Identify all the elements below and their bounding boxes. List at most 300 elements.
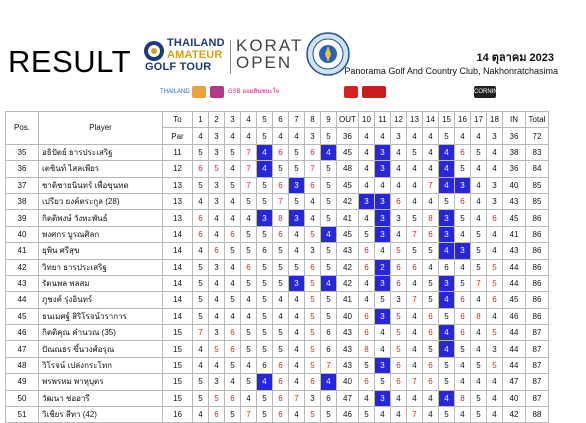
hole-score-cell: 4 bbox=[305, 210, 321, 226]
hole-score-cell: 6 bbox=[359, 243, 375, 259]
position-cell: 38 bbox=[6, 193, 39, 209]
hole-score-cell: 5 bbox=[423, 243, 439, 259]
hole-score-cell: 5 bbox=[359, 407, 375, 423]
hole-score-cell: 6 bbox=[273, 177, 289, 193]
to-par-cell: 13 bbox=[163, 210, 193, 226]
hole-score-cell: 4 bbox=[455, 407, 471, 423]
to-par-cell: 14 bbox=[163, 308, 193, 324]
column-header: 4 bbox=[241, 112, 257, 128]
hole-score-cell: 4 bbox=[391, 390, 407, 406]
table-row bbox=[6, 407, 549, 423]
hole-score-cell: 7 bbox=[407, 407, 423, 423]
player-name-cell: วัฒนา ช่ออารี bbox=[39, 390, 163, 406]
hole-score-cell: 5 bbox=[407, 210, 423, 226]
hole-score-cell: 5 bbox=[455, 161, 471, 177]
out-total-cell: 43 bbox=[337, 243, 359, 259]
grand-total-cell: 87 bbox=[526, 325, 549, 341]
player-name-cell: ธนเมศฐ์ สิริโรจน์วราการ bbox=[39, 308, 163, 324]
hole-score-cell: 5 bbox=[359, 357, 375, 373]
hole-score-cell: 3 bbox=[209, 325, 225, 341]
sponsor-logo bbox=[344, 86, 358, 98]
hole-score-cell: 6 bbox=[209, 243, 225, 259]
hole-score-cell: 4 bbox=[209, 275, 225, 291]
column-header: 17 bbox=[471, 112, 487, 128]
out-total-cell: 41 bbox=[337, 210, 359, 226]
hole-score-cell: 5 bbox=[305, 226, 321, 242]
position-cell: 40 bbox=[6, 226, 39, 242]
hole-score-cell: 6 bbox=[321, 390, 337, 406]
hole-score-cell: 6 bbox=[391, 374, 407, 390]
table-row bbox=[6, 357, 549, 373]
table-row bbox=[6, 226, 549, 242]
hole-score-cell: 6 bbox=[359, 325, 375, 341]
hole-score-cell: 5 bbox=[257, 292, 273, 308]
hole-score-cell: 4 bbox=[439, 292, 455, 308]
hole-score-cell: 4 bbox=[439, 144, 455, 160]
hole-score-cell: 4 bbox=[321, 374, 337, 390]
par-cell: 4 bbox=[423, 128, 439, 144]
hole-score-cell: 4 bbox=[289, 357, 305, 373]
hole-score-cell: 5 bbox=[209, 341, 225, 357]
position-cell: 45 bbox=[6, 308, 39, 324]
hole-score-cell: 5 bbox=[391, 325, 407, 341]
hole-score-cell: 3 bbox=[375, 193, 391, 209]
position-cell: 35 bbox=[6, 144, 39, 160]
event-line-2: OPEN bbox=[236, 53, 293, 72]
par-cell: 5 bbox=[321, 128, 337, 144]
hole-score-cell: 3 bbox=[487, 193, 503, 209]
hole-score-cell: 4 bbox=[359, 161, 375, 177]
table-row bbox=[6, 144, 549, 160]
par-cell: 5 bbox=[439, 128, 455, 144]
position-cell: 46 bbox=[6, 325, 39, 341]
hole-score-cell: 6 bbox=[423, 226, 439, 242]
hole-score-cell: 6 bbox=[257, 357, 273, 373]
hole-score-cell: 5 bbox=[257, 226, 273, 242]
hole-score-cell: 6 bbox=[273, 357, 289, 373]
grand-total-cell: 85 bbox=[526, 193, 549, 209]
hole-score-cell: 4 bbox=[455, 357, 471, 373]
column-header: To bbox=[163, 112, 193, 128]
hole-score-cell: 4 bbox=[487, 144, 503, 160]
par-cell: 4 bbox=[289, 128, 305, 144]
hole-score-cell: 5 bbox=[305, 292, 321, 308]
sponsor-logo bbox=[308, 86, 322, 98]
hole-score-cell: 4 bbox=[423, 161, 439, 177]
par-cell: 36 bbox=[503, 128, 526, 144]
in-total-cell: 43 bbox=[503, 193, 526, 209]
hole-score-cell: 4 bbox=[193, 407, 209, 423]
par-cell: 4 bbox=[273, 128, 289, 144]
player-name-cell: วิทยา ธารประเสริฐ bbox=[39, 259, 163, 275]
player-name-cell: พงศกร บูรณศิลก bbox=[39, 226, 163, 242]
hole-score-cell: 4 bbox=[241, 308, 257, 324]
in-total-cell: 43 bbox=[503, 243, 526, 259]
hole-score-cell: 7 bbox=[321, 357, 337, 373]
par-cell: 4 bbox=[241, 128, 257, 144]
position-cell: 36 bbox=[6, 161, 39, 177]
hole-score-cell: 5 bbox=[257, 325, 273, 341]
hole-score-cell: 5 bbox=[305, 407, 321, 423]
hole-score-cell: 4 bbox=[407, 390, 423, 406]
grand-total-cell: 88 bbox=[526, 407, 549, 423]
grand-total-cell: 87 bbox=[526, 341, 549, 357]
hole-score-cell: 6 bbox=[305, 374, 321, 390]
hole-score-cell: 5 bbox=[241, 193, 257, 209]
hole-score-cell: 7 bbox=[471, 275, 487, 291]
hole-score-cell: 4 bbox=[193, 341, 209, 357]
hole-score-cell: 7 bbox=[407, 226, 423, 242]
hole-score-cell: 6 bbox=[359, 308, 375, 324]
hole-score-cell: 5 bbox=[193, 292, 209, 308]
hole-score-cell: 6 bbox=[391, 275, 407, 291]
hole-score-cell: 5 bbox=[359, 226, 375, 242]
hole-score-cell: 7 bbox=[241, 161, 257, 177]
hole-score-cell: 4 bbox=[193, 357, 209, 373]
hole-score-cell: 3 bbox=[209, 144, 225, 160]
column-header: OUT bbox=[337, 112, 359, 128]
hole-score-cell: 5 bbox=[321, 210, 337, 226]
hole-score-cell: 5 bbox=[455, 341, 471, 357]
column-header: 6 bbox=[273, 112, 289, 128]
hole-score-cell: 4 bbox=[407, 193, 423, 209]
hole-score-cell: 4 bbox=[439, 325, 455, 341]
out-total-cell: 42 bbox=[337, 259, 359, 275]
hole-score-cell: 8 bbox=[471, 308, 487, 324]
sponsor-logo bbox=[286, 86, 304, 98]
column-header: 9 bbox=[321, 112, 337, 128]
sponsor-logo bbox=[390, 86, 406, 98]
grand-total-cell: 86 bbox=[526, 275, 549, 291]
table-row bbox=[6, 193, 549, 209]
hole-score-cell: 4 bbox=[359, 390, 375, 406]
hole-score-cell: 5 bbox=[487, 275, 503, 291]
hole-score-cell: 5 bbox=[273, 161, 289, 177]
hole-score-cell: 4 bbox=[423, 390, 439, 406]
hole-score-cell: 6 bbox=[225, 390, 241, 406]
hole-score-cell: 4 bbox=[359, 292, 375, 308]
hole-score-cell: 6 bbox=[241, 259, 257, 275]
hole-score-cell: 4 bbox=[391, 161, 407, 177]
hole-score-cell: 4 bbox=[423, 259, 439, 275]
hole-score-cell: 4 bbox=[225, 193, 241, 209]
hole-score-cell: 5 bbox=[273, 325, 289, 341]
position-cell: 47 bbox=[6, 341, 39, 357]
hole-score-cell: 3 bbox=[391, 292, 407, 308]
hole-score-cell: 3 bbox=[375, 308, 391, 324]
to-par-cell: 11 bbox=[163, 144, 193, 160]
hole-score-cell: 5 bbox=[487, 325, 503, 341]
column-header: 13 bbox=[407, 112, 423, 128]
hole-score-cell: 4 bbox=[241, 210, 257, 226]
hole-score-cell: 5 bbox=[423, 292, 439, 308]
par-cell: 3 bbox=[305, 128, 321, 144]
hole-score-cell: 3 bbox=[455, 243, 471, 259]
hole-score-cell: 4 bbox=[289, 292, 305, 308]
hole-score-cell: 4 bbox=[391, 144, 407, 160]
hole-score-cell: 4 bbox=[487, 407, 503, 423]
hole-score-cell: 5 bbox=[471, 407, 487, 423]
hole-score-cell: 4 bbox=[359, 210, 375, 226]
hole-score-cell: 6 bbox=[273, 144, 289, 160]
to-par-cell: 15 bbox=[163, 357, 193, 373]
hole-score-cell: 6 bbox=[321, 341, 337, 357]
hole-score-cell: 3 bbox=[487, 177, 503, 193]
hole-score-cell: 4 bbox=[487, 226, 503, 242]
player-name-cell: รัตนพล พลสม bbox=[39, 275, 163, 291]
position-cell: 37 bbox=[6, 177, 39, 193]
sponsor-logo: GSB ออมสินชนะใจ bbox=[228, 89, 280, 95]
in-total-cell: 44 bbox=[503, 259, 526, 275]
to-par-cell: 12 bbox=[163, 161, 193, 177]
hole-score-cell: 5 bbox=[225, 292, 241, 308]
hole-score-cell: 5 bbox=[209, 161, 225, 177]
hole-score-cell: 4 bbox=[471, 210, 487, 226]
hole-score-cell: 5 bbox=[257, 275, 273, 291]
page-title: RESULT bbox=[8, 44, 132, 79]
player-name-cell: วิโรจน์ เปล่งกระโทก bbox=[39, 357, 163, 373]
player-name-cell: กิตติคุณ คำนวณ (35) bbox=[39, 325, 163, 341]
table-row bbox=[6, 341, 549, 357]
hole-score-cell: 5 bbox=[423, 341, 439, 357]
hole-score-cell: 5 bbox=[289, 161, 305, 177]
player-name-cell: เปรียว ยงค์ตระกูล (28) bbox=[39, 193, 163, 209]
to-par-cell: 14 bbox=[163, 243, 193, 259]
golf-ball-icon bbox=[143, 40, 165, 62]
hole-score-cell: 4 bbox=[487, 374, 503, 390]
out-total-cell: 43 bbox=[337, 341, 359, 357]
table-row bbox=[6, 292, 549, 308]
hole-score-cell: 4 bbox=[209, 308, 225, 324]
hole-score-cell: 5 bbox=[241, 243, 257, 259]
hole-score-cell: 5 bbox=[391, 308, 407, 324]
hole-score-cell: 4 bbox=[439, 390, 455, 406]
position-cell: 39 bbox=[6, 210, 39, 226]
hole-score-cell: 4 bbox=[455, 226, 471, 242]
hole-score-cell: 5 bbox=[241, 226, 257, 242]
hole-score-cell: 6 bbox=[487, 292, 503, 308]
hole-score-cell: 5 bbox=[391, 243, 407, 259]
hole-score-cell: 4 bbox=[289, 308, 305, 324]
hole-score-cell: 4 bbox=[289, 243, 305, 259]
hole-score-cell: 5 bbox=[225, 357, 241, 373]
sponsor-strip bbox=[160, 86, 560, 100]
hole-score-cell: 3 bbox=[209, 177, 225, 193]
table-header-holes bbox=[6, 112, 549, 128]
out-total-cell: 48 bbox=[337, 161, 359, 177]
grand-total-cell: 85 bbox=[526, 177, 549, 193]
hole-score-cell: 6 bbox=[487, 210, 503, 226]
hole-score-cell: 5 bbox=[193, 374, 209, 390]
hole-score-cell: 8 bbox=[423, 210, 439, 226]
hole-score-cell: 4 bbox=[359, 144, 375, 160]
hole-score-cell: 4 bbox=[391, 177, 407, 193]
hole-score-cell: 5 bbox=[487, 259, 503, 275]
hole-score-cell: 6 bbox=[225, 226, 241, 242]
hole-score-cell: 6 bbox=[321, 325, 337, 341]
hole-score-cell: 6 bbox=[359, 259, 375, 275]
to-par-cell: 13 bbox=[163, 177, 193, 193]
position-cell: 51 bbox=[6, 407, 39, 423]
hole-score-cell: 5 bbox=[209, 390, 225, 406]
in-total-cell: 47 bbox=[503, 374, 526, 390]
hole-score-cell: 4 bbox=[321, 226, 337, 242]
hole-score-cell: 3 bbox=[375, 144, 391, 160]
table-row bbox=[6, 374, 549, 390]
grand-total-cell: 87 bbox=[526, 357, 549, 373]
column-header: 15 bbox=[439, 112, 455, 128]
hole-score-cell: 4 bbox=[391, 226, 407, 242]
hole-score-cell: 7 bbox=[273, 193, 289, 209]
position-cell: 42 bbox=[6, 259, 39, 275]
par-cell: 4 bbox=[471, 128, 487, 144]
hole-score-cell: 5 bbox=[305, 341, 321, 357]
hole-score-cell: 5 bbox=[471, 390, 487, 406]
hole-score-cell: 3 bbox=[209, 193, 225, 209]
hole-score-cell: 4 bbox=[321, 144, 337, 160]
hole-score-cell: 5 bbox=[471, 144, 487, 160]
to-par-cell: 14 bbox=[163, 292, 193, 308]
hole-score-cell: 4 bbox=[487, 390, 503, 406]
hole-score-cell: 4 bbox=[407, 308, 423, 324]
hole-score-cell: 4 bbox=[241, 292, 257, 308]
hole-score-cell: 5 bbox=[321, 308, 337, 324]
out-total-cell: 45 bbox=[337, 226, 359, 242]
hole-score-cell: 3 bbox=[439, 275, 455, 291]
hole-score-cell: 4 bbox=[225, 275, 241, 291]
hole-score-cell: 4 bbox=[423, 193, 439, 209]
hole-score-cell: 5 bbox=[273, 243, 289, 259]
hole-score-cell: 3 bbox=[375, 357, 391, 373]
hole-score-cell: 7 bbox=[407, 292, 423, 308]
position-cell: 41 bbox=[6, 243, 39, 259]
hole-score-cell: 5 bbox=[471, 259, 487, 275]
column-header: 18 bbox=[487, 112, 503, 128]
player-name-cell: ชาติชายนินทร์ เพื่อขุนทด bbox=[39, 177, 163, 193]
hole-score-cell: 4 bbox=[257, 161, 273, 177]
hole-score-cell: 4 bbox=[375, 243, 391, 259]
hole-score-cell: 3 bbox=[375, 275, 391, 291]
table-row bbox=[6, 177, 549, 193]
hole-score-cell: 5 bbox=[439, 374, 455, 390]
seal-icon bbox=[306, 32, 350, 76]
hole-score-cell: 5 bbox=[391, 341, 407, 357]
hole-score-cell: 8 bbox=[273, 210, 289, 226]
hole-score-cell: 4 bbox=[241, 357, 257, 373]
hole-score-cell: 8 bbox=[455, 390, 471, 406]
hole-score-cell: 4 bbox=[439, 341, 455, 357]
tour-line-1: THAILAND bbox=[167, 37, 225, 49]
grand-total-cell: 83 bbox=[526, 144, 549, 160]
hole-score-cell: 4 bbox=[359, 275, 375, 291]
out-total-cell: 47 bbox=[337, 390, 359, 406]
hole-score-cell: 5 bbox=[273, 259, 289, 275]
par-cell: 72 bbox=[526, 128, 549, 144]
tour-line-2: AMATEUR bbox=[167, 49, 223, 61]
in-total-cell: 42 bbox=[503, 407, 526, 423]
event-venue: Panorama Golf And Country Club, Nakhonratchasima bbox=[344, 66, 558, 76]
hole-score-cell: 5 bbox=[321, 161, 337, 177]
hole-score-cell: 4 bbox=[289, 407, 305, 423]
in-total-cell: 46 bbox=[503, 308, 526, 324]
hole-score-cell: 5 bbox=[305, 308, 321, 324]
in-total-cell: 44 bbox=[503, 341, 526, 357]
par-cell: Par bbox=[163, 128, 193, 144]
hole-score-cell: 5 bbox=[193, 144, 209, 160]
hole-score-cell: 4 bbox=[375, 177, 391, 193]
hole-score-cell: 4 bbox=[407, 177, 423, 193]
par-cell: 3 bbox=[487, 128, 503, 144]
table-row bbox=[6, 325, 549, 341]
hole-score-cell: 5 bbox=[225, 407, 241, 423]
grand-total-cell: 86 bbox=[526, 210, 549, 226]
hole-score-cell: 3 bbox=[439, 226, 455, 242]
hole-score-cell: 3 bbox=[305, 390, 321, 406]
hole-score-cell: 5 bbox=[471, 357, 487, 373]
hole-score-cell: 3 bbox=[289, 177, 305, 193]
tour-line-3: GOLF TOUR bbox=[145, 61, 212, 73]
hole-score-cell: 6 bbox=[359, 374, 375, 390]
hole-score-cell: 6 bbox=[305, 177, 321, 193]
hole-score-cell: 4 bbox=[471, 374, 487, 390]
hole-score-cell: 3 bbox=[439, 210, 455, 226]
hole-score-cell: 4 bbox=[289, 226, 305, 242]
hole-score-cell: 3 bbox=[375, 161, 391, 177]
hole-score-cell: 5 bbox=[225, 177, 241, 193]
hole-score-cell: 3 bbox=[289, 275, 305, 291]
hole-score-cell: 7 bbox=[305, 161, 321, 177]
hole-score-cell: 4 bbox=[487, 308, 503, 324]
column-header: 2 bbox=[209, 112, 225, 128]
hole-score-cell: 5 bbox=[241, 275, 257, 291]
hole-score-cell: 5 bbox=[257, 193, 273, 209]
hole-score-cell: 3 bbox=[257, 210, 273, 226]
sponsor-logo bbox=[500, 86, 516, 98]
table-row bbox=[6, 259, 549, 275]
hole-score-cell: 5 bbox=[439, 308, 455, 324]
hole-score-cell: 4 bbox=[359, 177, 375, 193]
position-cell: 49 bbox=[6, 374, 39, 390]
in-total-cell: 40 bbox=[503, 390, 526, 406]
column-header: 7 bbox=[289, 112, 305, 128]
hole-score-cell: 6 bbox=[391, 259, 407, 275]
hole-score-cell: 4 bbox=[289, 374, 305, 390]
hole-score-cell: 5 bbox=[375, 292, 391, 308]
position-cell: 48 bbox=[6, 357, 39, 373]
column-header: 3 bbox=[225, 112, 241, 128]
hole-score-cell: 4 bbox=[273, 308, 289, 324]
hole-score-cell: 6 bbox=[423, 374, 439, 390]
hole-score-cell: 4 bbox=[209, 357, 225, 373]
hole-score-cell: 4 bbox=[391, 407, 407, 423]
sponsor-logo bbox=[262, 86, 282, 98]
hole-score-cell: 4 bbox=[471, 341, 487, 357]
grand-total-cell: 87 bbox=[526, 390, 549, 406]
hole-score-cell: 5 bbox=[257, 407, 273, 423]
in-total-cell: 38 bbox=[503, 144, 526, 160]
hole-score-cell: 6 bbox=[193, 210, 209, 226]
column-header: Player bbox=[39, 112, 163, 145]
grand-total-cell: 86 bbox=[526, 292, 549, 308]
hole-score-cell: 6 bbox=[193, 226, 209, 242]
grand-total-cell: 86 bbox=[526, 308, 549, 324]
hole-score-cell: 5 bbox=[257, 177, 273, 193]
sponsor-logo bbox=[410, 86, 426, 98]
hole-score-cell: 5 bbox=[471, 226, 487, 242]
hole-score-cell: 4 bbox=[439, 177, 455, 193]
hole-score-cell: 5 bbox=[321, 243, 337, 259]
column-header: 12 bbox=[391, 112, 407, 128]
